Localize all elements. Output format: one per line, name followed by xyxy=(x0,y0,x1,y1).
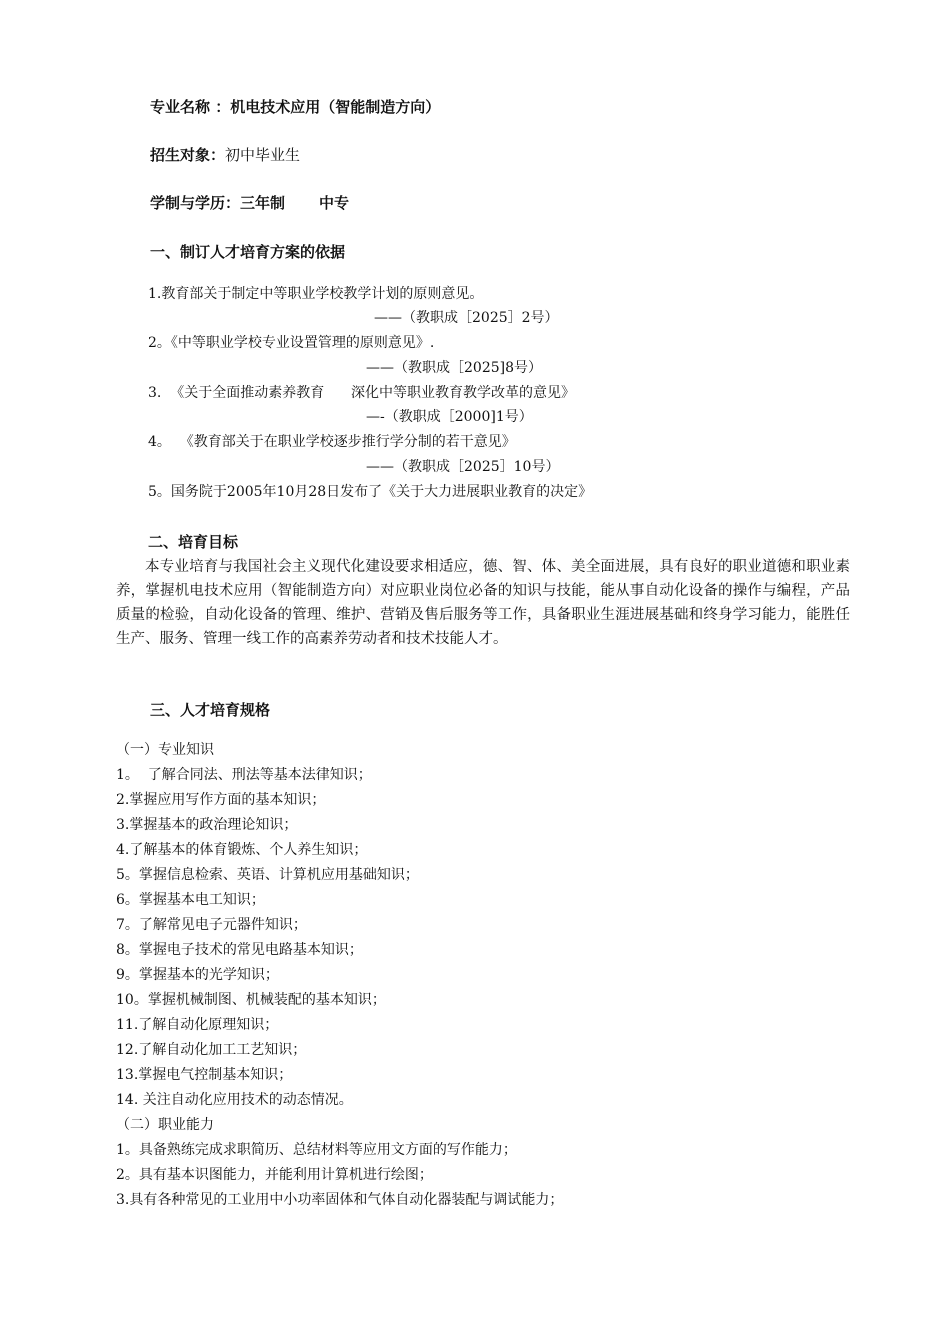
knowledge-item: 8。掌握电子技术的常见电路基本知识； xyxy=(116,942,363,958)
basis-item-5: 5。国务院于2005年10月28日发布了《关于大力进展职业教育的决定》 xyxy=(148,484,593,500)
enroll-value: 初中毕业生 xyxy=(225,146,301,164)
basis-ref-1: ——（教职成［2025］2号） xyxy=(374,310,559,326)
knowledge-subtitle: （一）专业知识 xyxy=(116,742,214,758)
ability-item: 3.具有各种常见的工业用中小功率固体和气体自动化器装配与调试能力； xyxy=(116,1192,564,1208)
ability-item: 1。具备熟练完成求职简历、总结材料等应用文方面的写作能力； xyxy=(116,1142,517,1158)
knowledge-item: 7。了解常见电子元器件知识； xyxy=(116,917,307,933)
goal-paragraph-block xyxy=(116,555,850,651)
system-line xyxy=(150,192,349,213)
section1-title: 一、制订人才培育方案的依据 xyxy=(150,243,346,261)
knowledge-item: 14. 关注自动化应用技术的动态情况。 xyxy=(116,1092,353,1108)
basis-item-2: 2。《中等职业学校专业设置管理的原则意见》. xyxy=(148,335,435,351)
knowledge-item: 2.掌握应用写作方面的基本知识； xyxy=(116,792,326,808)
section2-title: 二、培育目标 xyxy=(148,533,239,551)
major-line xyxy=(150,96,440,117)
knowledge-item: 6。掌握基本电工知识； xyxy=(116,892,265,908)
basis-ref-2: ——（教职成［2025]8号） xyxy=(366,360,542,376)
knowledge-list xyxy=(116,738,563,1213)
knowledge-item: 3.掌握基本的政治理论知识； xyxy=(116,817,298,833)
system-label: 学制与学历： xyxy=(150,194,241,212)
system-value-1: 三年制 xyxy=(240,194,286,212)
basis-item-3: 3. 《关于全面推动素养教育 深化中等职业教育教学改革的意见》 xyxy=(148,385,575,401)
basis-ref-4: ——（教职成［2025］10号） xyxy=(366,459,560,475)
knowledge-item: 12.了解自动化加工工艺知识； xyxy=(116,1042,307,1058)
knowledge-item: 5。掌握信息检索、英语、计算机应用基础知识； xyxy=(116,867,419,883)
knowledge-item: 1。 了解合同法、刑法等基本法律知识； xyxy=(116,767,372,783)
knowledge-item: 13.掌握电气控制基本知识； xyxy=(116,1067,293,1083)
basis-item-1: 1.教育部关于制定中等职业学校教学计划的原则意见。 xyxy=(148,286,484,302)
major-value: 机电技术应用（智能制造方向） xyxy=(230,98,441,116)
ability-item: 2。具有基本识图能力，并能利用计算机进行绘图； xyxy=(116,1167,433,1183)
major-label: 专业名称 ： xyxy=(150,98,231,116)
knowledge-item: 4.了解基本的体育锻炼、个人养生知识； xyxy=(116,842,368,858)
knowledge-item: 10。掌握机械制图、机械装配的基本知识； xyxy=(116,992,386,1008)
knowledge-item: 11.了解自动化原理知识； xyxy=(116,1017,279,1033)
goal-paragraph: 本专业培育与我国社会主义现代化建设要求相适应，德、智、体、美全面进展，具有良好的职业道德和职业素养，掌握机电技术应用（智能制造方向）对应职业岗位必备的知识与技能，能从事自动化设备的操作与编程，产品质量的检验，自动化设备的管理、维护、营销及售后服务等工作，具备职业生涯进展基础和终身学习能力，能胜任生产、服务、管理一线工作的高素养劳动者和技术技能人才。 xyxy=(116,559,850,647)
system-value-2: 中专 xyxy=(319,194,350,212)
knowledge-item: 9。掌握基本的光学知识； xyxy=(116,967,279,983)
ability-subtitle: （二）职业能力 xyxy=(116,1117,214,1133)
enroll-label: 招生对象： xyxy=(150,146,226,164)
basis-item-4: 4。 《教育部关于在职业学校逐步推行学分制的若干意见》 xyxy=(148,434,516,450)
section3-title: 三、人才培育规格 xyxy=(150,701,271,719)
basis-ref-3: —-（教职成［2000]1号） xyxy=(366,409,533,425)
enroll-line xyxy=(150,144,300,165)
